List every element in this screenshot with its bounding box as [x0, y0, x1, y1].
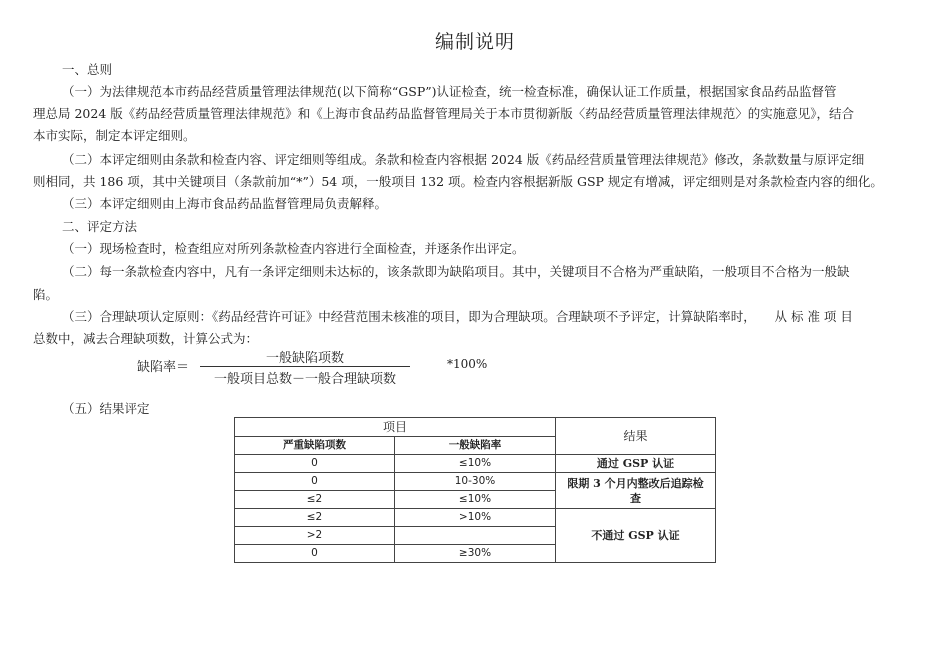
- formula-denominator: 一般项目总数－一般合理缺项数: [213, 372, 396, 387]
- result-table: [234, 417, 716, 563]
- table-row: [235, 509, 716, 527]
- cell-severe: ≤2: [235, 509, 395, 527]
- cell-result-pass: 通过 GSP 认证: [556, 455, 716, 473]
- paragraph-1-line-2: 理总局 2024 版《药品经营质量管理法律规范》和《上海市食品药品监督管理局关于本市贯彻新版〈药品经营质量管理法律规范〉的实施意见》，结合: [33, 106, 855, 121]
- cell-severe: 0: [235, 473, 395, 491]
- paragraph-3: （三）本评定细则由上海市食品药品监督管理局负责解释。: [62, 196, 388, 211]
- paragraph-2-line-1: （二）本评定细则由条款和检查内容、评定细则等组成。条款和检查内容根据 2024 版《药品经营质量管理法律规范》修改，条款数量与原评定细: [62, 152, 865, 167]
- cell-severe: 0: [235, 455, 395, 473]
- paragraph-2-line-2: 则相同，共 186 项，其中关键项目（条款前加“*”）54 项，一般项目 132 项。检查内容根据新版 GSP 规定有增减，评定细则是对条款检查内容的细化。: [33, 174, 883, 189]
- cell-rate: ≥30%: [395, 545, 556, 563]
- paragraph-5-line-2: 陷。: [33, 287, 59, 302]
- paragraph-5-line-1: （二）每一条款检查内容中，凡有一条评定细则未达标的，该条款即为缺陷项目。其中，关键项目不合格为严重缺陷，一般项目不合格为一般缺: [62, 264, 850, 279]
- paragraph-result-heading: （五）结果评定: [62, 401, 150, 416]
- table-header-rate: 一般缺陷率: [395, 437, 556, 455]
- table-row: [235, 473, 716, 491]
- cell-severe: ≤2: [235, 491, 395, 509]
- formula-numerator: 一般缺陷项数: [265, 351, 344, 366]
- page-title: 编制说明: [434, 31, 515, 53]
- cell-severe: >2: [235, 527, 395, 545]
- formula-label: 缺陷率＝: [137, 360, 190, 375]
- cell-rate: ≤10%: [395, 491, 556, 509]
- table-row: [235, 455, 716, 473]
- formula-multiplier: *100%: [447, 357, 488, 371]
- section-general-heading: 一、总则: [62, 62, 113, 77]
- cell-rate: [395, 527, 556, 545]
- cell-result-fail: 不通过 GSP 认证: [556, 509, 716, 563]
- cell-rate: 10-30%: [395, 473, 556, 491]
- paragraph-6-line-2: 总数中，减去合理缺项数，计算公式为：: [33, 331, 259, 346]
- formula-fraction-bar: [200, 366, 410, 367]
- table-header-severe: 严重缺陷项数: [235, 437, 395, 455]
- cell-rate: >10%: [395, 509, 556, 527]
- section-method-heading: 二、评定方法: [62, 219, 138, 234]
- paragraph-1-line-1: （一）为法律规范本市药品经营质量管理法律规范(以下简称“GSP”)认证检查，统一检查标准，确保认证工作质量，根据国家食品药品监督管: [62, 84, 837, 99]
- paragraph-6-line-1: （三）合理缺项认定原则：《药品经营许可证》中经营范围未核准的项目，即为合理缺项。合理缺项不予评定，计算缺陷率时， 从 标 准 项 目: [62, 309, 853, 324]
- table-header-result: 结果: [556, 418, 716, 455]
- paragraph-4: （一）现场检查时，检查组应对所列条款检查内容进行全面检查，并逐条作出评定。: [62, 241, 525, 256]
- paragraph-1-line-3: 本市实际，制定本评定细则。: [33, 128, 196, 143]
- cell-rate: ≤10%: [395, 455, 556, 473]
- cell-severe: 0: [235, 545, 395, 563]
- cell-result-followup: 限期 3 个月内整改后追踪检查: [556, 473, 716, 509]
- table-header-project: 项目: [235, 418, 556, 437]
